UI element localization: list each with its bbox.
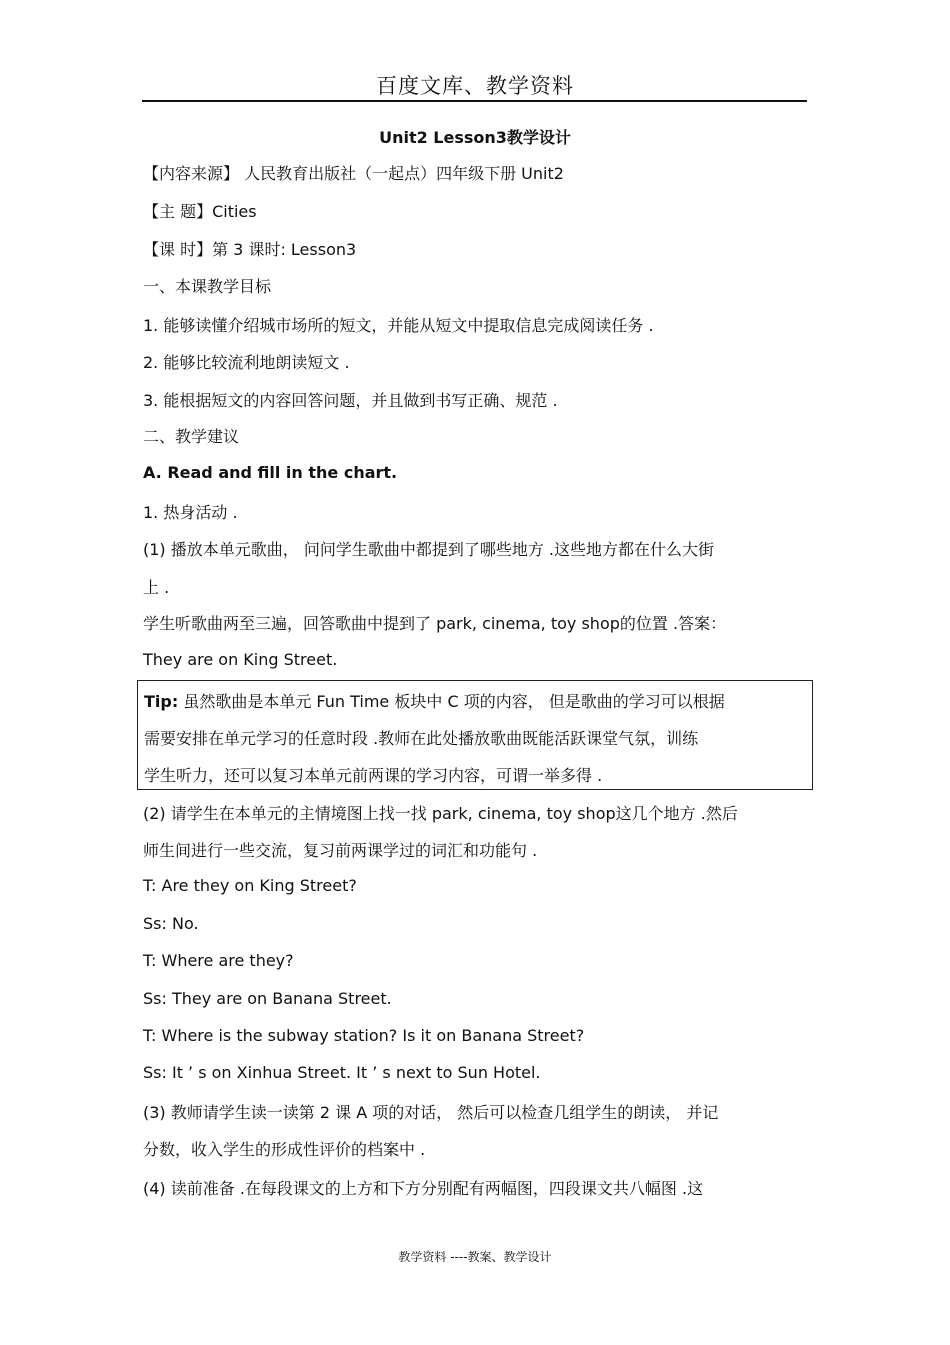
document-title: Unit2 Lesson3教学设计 xyxy=(379,128,571,147)
dialogue-line-4: Ss: They are on Banana Street. xyxy=(143,989,392,1008)
section-heading-suggestions: 二、教学建议 xyxy=(143,427,240,446)
section-heading-objectives: 一、本课教学目标 xyxy=(143,277,272,296)
step-1-line-3: 学生听歌曲两至三遍，回答歌曲中提到了 park, cinema, toy shop的位置 .答案： xyxy=(143,614,727,633)
page-footer: 教学资料 ----教案、教学设计 xyxy=(398,1250,552,1264)
objective-1: 1. 能够读懂介绍城市场所的短文，并能从短文中提取信息完成阅读任务 . xyxy=(143,316,654,335)
dialogue-line-3: T: Where are they? xyxy=(143,951,294,970)
objective-3: 3. 能根据短文的内容回答问题，并且做到书写正确、规范 . xyxy=(143,391,558,410)
tip-label: Tip: xyxy=(144,692,179,711)
step-3-line-1: (3) 教师请学生读一读第 2 课 A 项的对话， 然后可以检查几组学生的朗读， 并记 xyxy=(143,1103,719,1122)
step-3-line-2: 分数，收入学生的形成性评价的档案中 . xyxy=(143,1140,426,1159)
tip-box xyxy=(137,680,813,790)
header-divider xyxy=(142,100,807,102)
tip-line-2: 需要安排在单元学习的任意时段 .教师在此处播放歌曲既能活跃课堂气氛，训练 xyxy=(144,729,699,748)
step-2-line-1: (2) 请学生在本单元的主情境图上找一找 park, cinema, toy shop这几个地方 .然后 xyxy=(143,804,738,823)
header-title: 百度文库、教学资料 xyxy=(376,74,574,98)
dialogue-line-6: Ss: It ’ s on Xinhua Street. It ’ s next to Sun Hotel. xyxy=(143,1063,541,1082)
step-1-answer: They are on King Street. xyxy=(143,650,338,669)
step-1-line-1: (1) 播放本单元歌曲， 问问学生歌曲中都提到了哪些地方 .这些地方都在什么大街 xyxy=(143,540,715,559)
dialogue-line-2: Ss: No. xyxy=(143,914,199,933)
content-source-line: 【内容来源】 人民教育出版社（一起点）四年级下册 Unit2 xyxy=(143,164,564,183)
step-2-line-2: 师生间进行一些交流，复习前两课学过的词汇和功能句 . xyxy=(143,841,538,860)
period-line: 【课 时】第 3 课时: Lesson3 xyxy=(143,240,357,259)
dialogue-line-1: T: Are they on King Street? xyxy=(143,876,357,895)
dialogue-line-5: T: Where is the subway station? Is it on Banana Street? xyxy=(143,1026,585,1045)
activity-a-heading: A. Read and fill in the chart. xyxy=(143,463,398,482)
topic-line: 【主 题】Cities xyxy=(143,202,257,221)
objective-2: 2. 能够比较流利地朗读短文 . xyxy=(143,353,350,372)
step-1-line-2: 上 . xyxy=(143,578,170,597)
tip-text-1: 虽然歌曲是本单元 Fun Time 板块中 C 项的内容， 但是歌曲的学习可以根据 xyxy=(178,692,725,711)
tip-line-3: 学生听力，还可以复习本单元前两课的学习内容，可谓一举多得 . xyxy=(144,766,603,785)
step-4-line-1: (4) 读前准备 .在每段课文的上方和下方分别配有两幅图，四段课文共八幅图 .这 xyxy=(143,1179,704,1198)
warmup-heading: 1. 热身活动 . xyxy=(143,503,238,522)
tip-line-1 xyxy=(144,689,725,712)
